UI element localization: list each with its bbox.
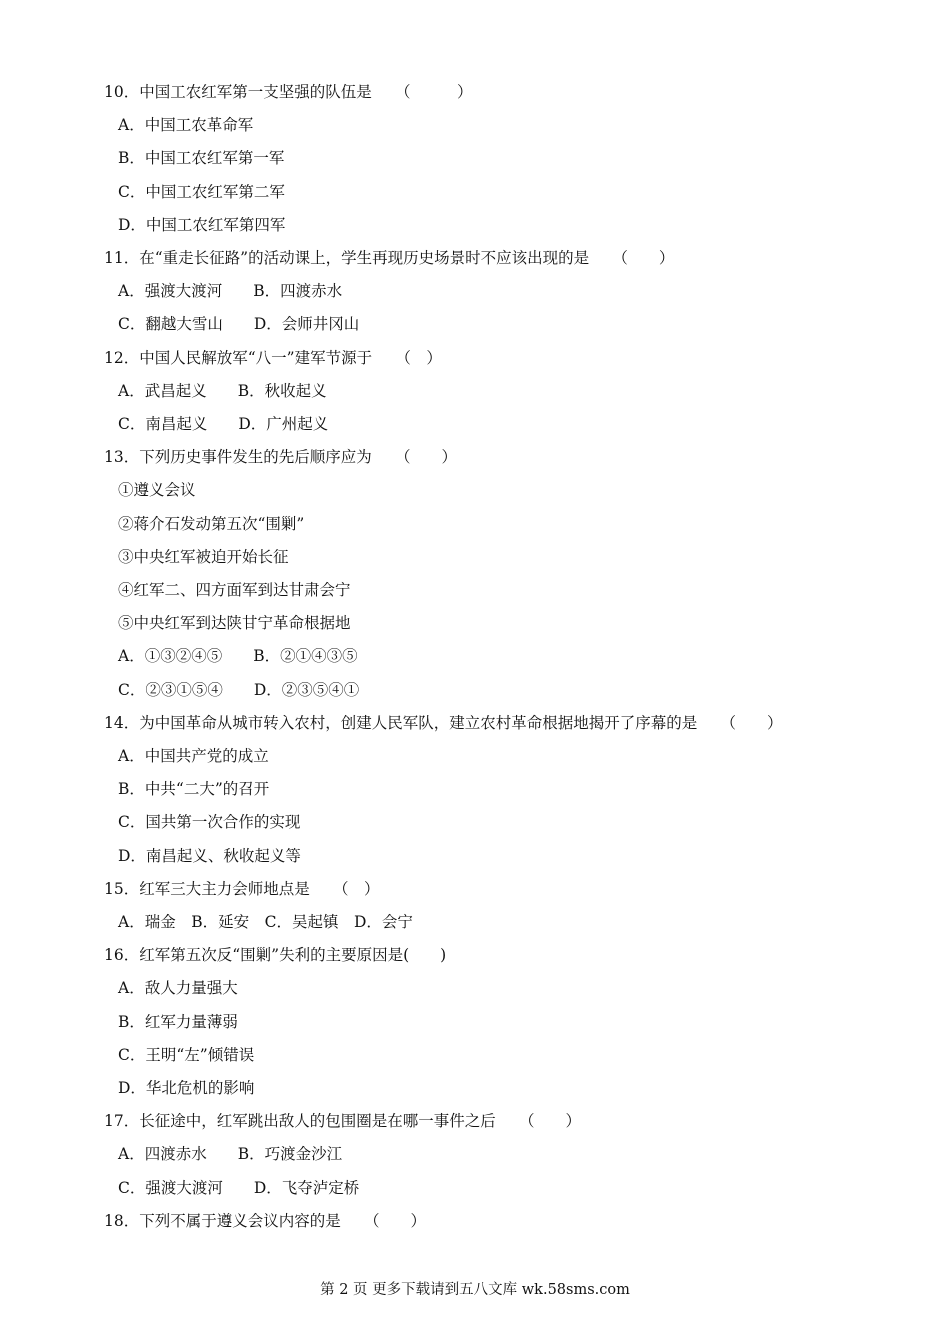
answer-option: C．②③①⑤④ D．②③⑤④①	[118, 680, 360, 699]
answer-option: A．四渡赤水 B．巧渡金沙江	[118, 1145, 343, 1164]
answer-option: C．中国工农红军第二军	[118, 182, 285, 201]
answer-option: B．中共“二大”的召开	[118, 780, 270, 799]
answer-option: C．南昌起义 D．广州起义	[118, 415, 329, 433]
answer-option: C．翻越大雪山 D．会师井冈山	[118, 315, 360, 334]
answer-option: ③中央红军被迫开始长征	[118, 547, 289, 566]
question-stem: 13．下列历史事件发生的先后顺序应为 （ ）	[104, 448, 457, 467]
page-footer: 第 2 页 更多下载请到五八文库 wk.58sms.com	[320, 1282, 630, 1298]
question-stem: 17．长征途中，红军跳出敌人的包围圈是在哪一事件之后 （ ）	[104, 1112, 581, 1131]
answer-option: C．国共第一次合作的实现	[118, 813, 301, 832]
question-stem: 14．为中国革命从城市转入农村，创建人民军队，建立农村革命根据地揭开了序幕的是 （ ）	[104, 713, 783, 732]
answer-option: D．中国工农红军第四军	[118, 215, 286, 234]
question-stem: 12．中国人民解放军“八一”建军节源于 （ ）	[104, 348, 442, 367]
answer-option: A．中国工农革命军	[118, 116, 254, 135]
answer-option: ④红军二、四方面军到达甘肃会宁	[118, 581, 351, 599]
answer-option: A．中国共产党的成立	[118, 747, 269, 765]
answer-option: A．武昌起义 B．秋收起义	[118, 381, 327, 400]
question-stem: 18．下列不属于遵义会议内容的是 （ ）	[104, 1211, 426, 1230]
answer-option: A．瑞金 B．延安 C．吴起镇 D．会宁	[118, 913, 413, 931]
question-stem: 15．红军三大主力会师地点是 （ ）	[104, 879, 380, 898]
question-stem: 11．在“重走长征路”的活动课上，学生再现历史场景时不应该出现的是 （ ）	[104, 249, 675, 267]
question-stem: 10．中国工农红军第一支坚强的队伍是 （ ）	[104, 83, 473, 101]
answer-option: A．强渡大渡河 B．四渡赤水	[118, 282, 343, 301]
answer-option: C．王明“左”倾错误	[118, 1045, 255, 1064]
answer-option: C．强渡大渡河 D．飞夺泸定桥	[118, 1178, 360, 1197]
answer-option: D．南昌起义、秋收起义等	[118, 846, 301, 865]
answer-option: ②蒋介石发动第五次“围剿”	[118, 514, 305, 533]
answer-option: B．中国工农红军第一军	[118, 149, 285, 168]
answer-option: B．红军力量薄弱	[118, 1012, 238, 1031]
answer-option: A．①③②④⑤ B．②①④③⑤	[118, 647, 358, 666]
question-stem: 16．红军第五次反“围剿”失利的主要原因是( )	[104, 946, 447, 965]
answer-option: D．华北危机的影响	[118, 1079, 255, 1097]
answer-option: ⑤中央红军到达陕甘宁革命根据地	[118, 614, 351, 633]
answer-option: A．敌人力量强大	[118, 979, 238, 998]
answer-option: ①遵义会议	[118, 481, 196, 500]
